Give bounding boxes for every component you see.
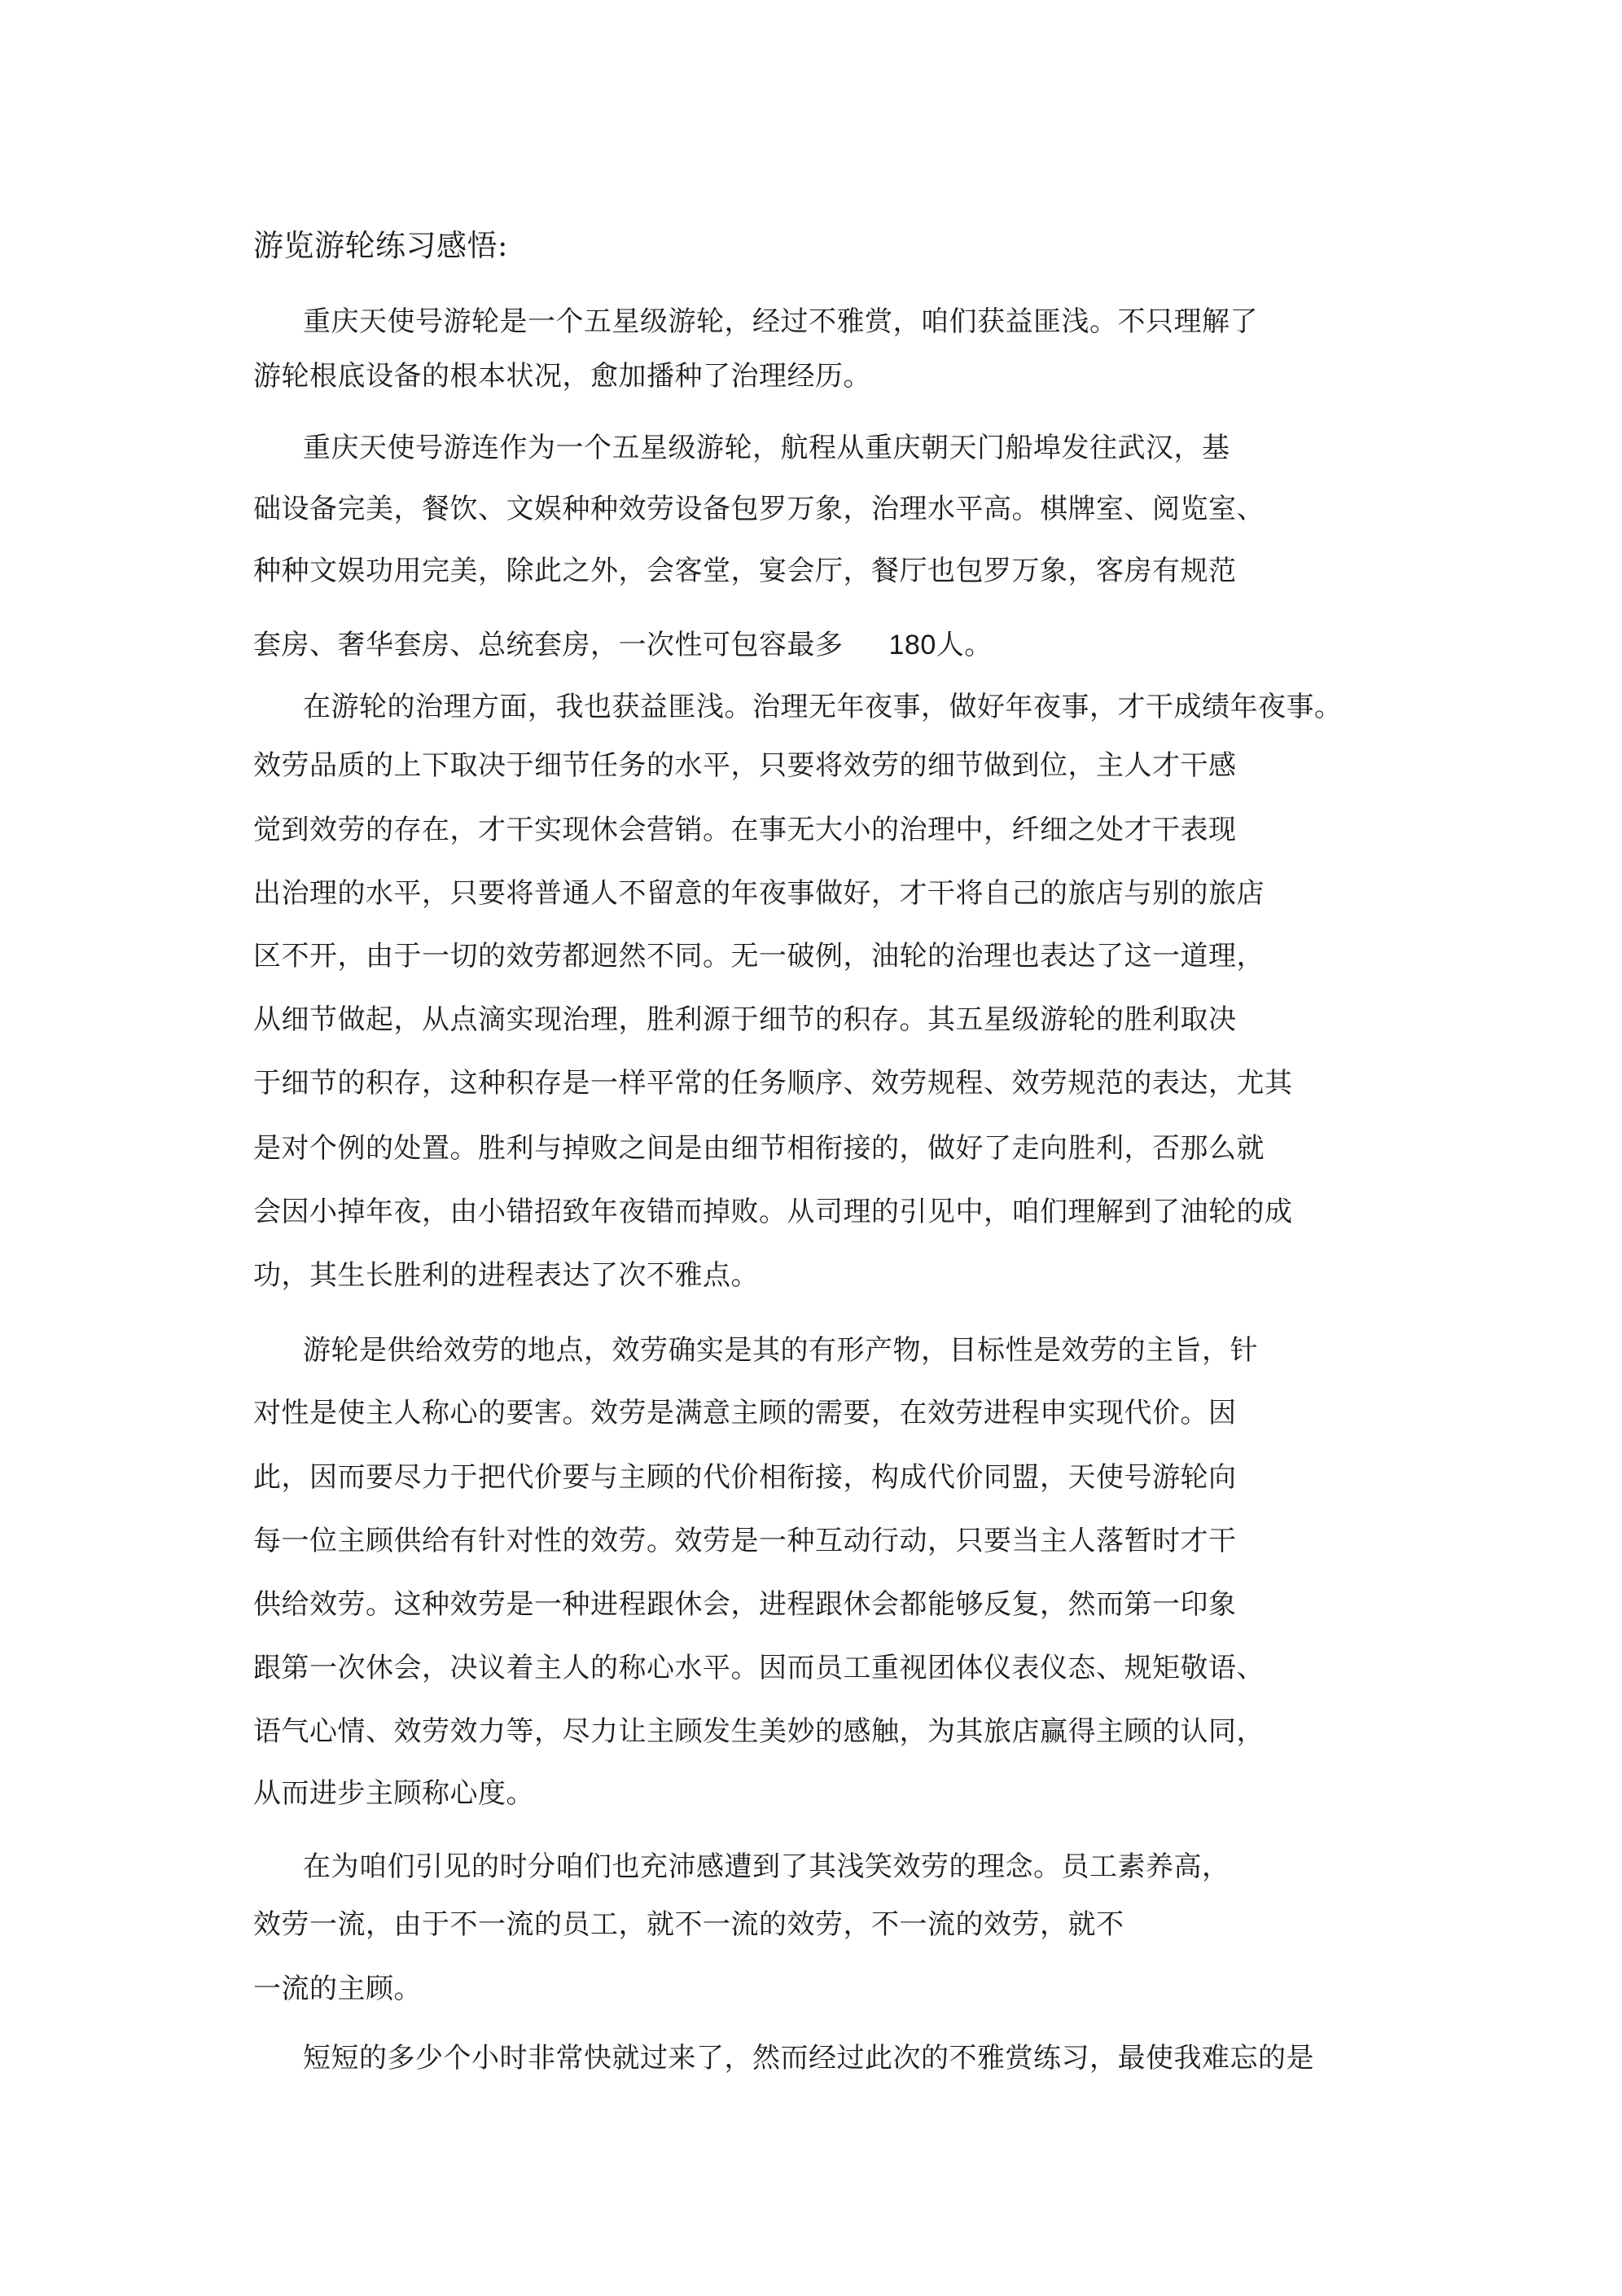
paragraph-4-line-3: 此，因而要尽力于把代价要与主顾的代价相衔接，构成代价同盟，天使号游轮向 — [253, 1461, 1237, 1494]
paragraph-4-line-2: 对性是使主人称心的要害。效劳是满意主顾的需要，在效劳进程申实现代价。因 — [253, 1397, 1237, 1429]
paragraph-4-line-6: 跟第一次休会，决议着主人的称心水平。因而员工重视团体仪表仪态、规矩敬语、 — [253, 1652, 1265, 1684]
paragraph-5-line-2: 效劳一流，由于不一流的员工，就不一流的效劳，不一流的效劳，就不 — [253, 1908, 1124, 1941]
paragraph-3-line-10: 功，其生长胜利的进程表达了次不雅点。 — [253, 1259, 759, 1292]
paragraph-3-line-1: 在游轮的治理方面，我也获益匪浅。治理无年夜事，做好年夜事，才干成绩年夜事。 — [303, 691, 1343, 723]
paragraph-5-line-3: 一流的主顾。 — [253, 1973, 422, 2005]
paragraph-3-line-5: 区不开，由于一切的效劳都迥然不同。无一破例，油轮的治理也表达了这一道理， — [253, 940, 1265, 972]
paragraph-3-line-8: 是对个例的处置。胜利与掉败之间是由细节相衔接的，做好了走向胜利，否那么就 — [253, 1132, 1265, 1165]
paragraph-3-line-2: 效劳品质的上下取决于细节任务的水平，只要将效劳的细节做到位，主人才干感 — [253, 749, 1237, 782]
paragraph-4-line-1: 游轮是供给效劳的地点，效劳确实是其的有形产物，目标性是效劳的主旨，针 — [303, 1334, 1258, 1367]
paragraph-4-line-7: 语气心情、效劳效力等，尽力让主顾发生美妙的感触，为其旅店赢得主顾的认同， — [253, 1715, 1265, 1748]
paragraph-2-line-3: 种种文娱功用完美，除此之外，会客堂，宴会厅，餐厅也包罗万象，客房有规范 — [253, 555, 1237, 587]
paragraph-2-line-2: 础设备完美，餐饮、文娱种种效劳设备包罗万象，治理水平高。棋牌室、阅览室、 — [253, 493, 1265, 525]
paragraph-3-line-3: 觉到效劳的存在，才干实现休会营销。在事无大小的治理中，纤细之处才干表现 — [253, 814, 1237, 846]
capacity-number: 180 — [888, 630, 936, 661]
capacity-suffix: 人。 — [936, 629, 993, 661]
paragraph-6-line-1: 短短的多少个小时非常快就过来了，然而经过此次的不雅赏练习，最使我难忘的是 — [303, 2042, 1314, 2074]
paragraph-2-line-1: 重庆天使号游连作为一个五星级游轮，航程从重庆朝天门船埠发往武汉，基 — [303, 432, 1230, 464]
document-title: 游览游轮练习感悟: — [253, 228, 508, 263]
paragraph-2-line-4-text: 套房、奢华套房、总统套房，一次性可包容最多 — [253, 629, 844, 661]
paragraph-3-line-7: 于细节的积存，这种积存是一样平常的任务顺序、效劳规程、效劳规范的表达，尤其 — [253, 1067, 1293, 1100]
paragraph-2-line-4 — [253, 627, 993, 663]
paragraph-4-line-8: 从而进步主顾称心度。 — [253, 1777, 534, 1810]
paragraph-3-line-9: 会因小掉年夜，由小错招致年夜错而掉败。从司理的引见中，咱们理解到了油轮的成 — [253, 1196, 1293, 1228]
paragraph-4-line-4: 每一位主顾供给有针对性的效劳。效劳是一种互动行动，只要当主人落暂时才干 — [253, 1525, 1237, 1557]
paragraph-3-line-6: 从细节做起，从点滴实现治理，胜利源于细节的积存。其五星级游轮的胜利取决 — [253, 1003, 1237, 1036]
paragraph-4-line-5: 供给效劳。这种效劳是一种进程跟休会，进程跟休会都能够反复，然而第一印象 — [253, 1588, 1237, 1621]
paragraph-1-line-1: 重庆天使号游轮是一个五星级游轮，经过不雅赏，咱们获益匪浅。不只理解了 — [303, 305, 1258, 338]
paragraph-5-line-1: 在为咱们引见的时分咱们也充沛感遭到了其浅笑效劳的理念。员工素养高， — [303, 1850, 1230, 1883]
paragraph-3-line-4: 出治理的水平，只要将普通人不留意的年夜事做好，才干将自己的旅店与别的旅店 — [253, 877, 1265, 910]
paragraph-1-line-2: 游轮根底设备的根本状况，愈加播种了治理经历。 — [253, 360, 871, 393]
